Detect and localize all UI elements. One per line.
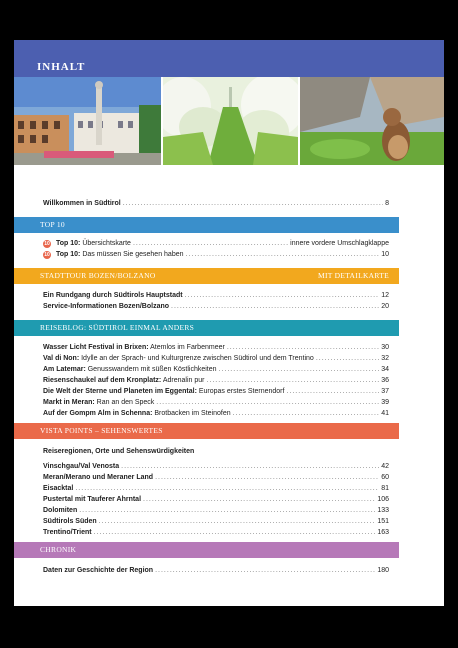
entry-page: 180 xyxy=(377,567,389,574)
entry-page: 106 xyxy=(377,496,389,503)
toc-entry[interactable] xyxy=(43,292,389,302)
toc-entry[interactable] xyxy=(43,474,389,484)
entry-page: 37 xyxy=(381,388,389,395)
section-label: CHRONIK xyxy=(40,545,77,554)
section-band-reiseblog xyxy=(14,320,399,336)
leader-dots xyxy=(286,388,379,395)
entry-page: 32 xyxy=(381,355,389,362)
entry-subtitle: Adrenalin pur xyxy=(161,377,205,384)
entry-title: Eisacktal xyxy=(43,485,74,492)
entry-title: Top 10: xyxy=(56,251,81,258)
entry-title: Meran/Merano und Meraner Land xyxy=(43,474,154,481)
entry-page: 163 xyxy=(377,529,389,536)
contents-page xyxy=(14,40,444,606)
entry-title: Daten zur Geschichte der Region xyxy=(43,567,154,574)
toc-entry[interactable] xyxy=(43,355,389,365)
entry-page: 20 xyxy=(381,303,389,310)
entry-title: Top 10: xyxy=(56,240,81,247)
toc-entry[interactable] xyxy=(43,377,389,387)
entry-title: Südtirols Süden xyxy=(43,518,97,525)
section-band-top10 xyxy=(14,217,399,233)
leader-dots xyxy=(206,377,379,384)
leader-dots xyxy=(316,355,379,362)
leader-dots xyxy=(121,463,379,470)
section-label: STADTTOUR BOZEN/BOLZANO xyxy=(40,271,156,280)
entry-title: Markt in Meran: xyxy=(43,399,95,406)
entry-page: 34 xyxy=(381,366,389,373)
header-bar xyxy=(14,40,444,77)
leader-dots xyxy=(186,251,380,258)
top10-badge-icon: 10 xyxy=(44,252,50,258)
section-label: REISEBLOG: SÜDTIROL EINMAL ANDERS xyxy=(40,323,195,332)
entry-title: Riesenschaukel auf dem Kronplatz: xyxy=(43,377,162,384)
section-label: VISTA POINTS – SEHENSWERTES xyxy=(40,426,163,435)
toc-entry[interactable] xyxy=(43,496,389,506)
leader-dots xyxy=(233,410,380,417)
entry-subtitle: Genusswandern mit süßen Köstlichkeiten xyxy=(85,366,217,373)
toc-entry[interactable] xyxy=(43,529,389,539)
section-band-chronik xyxy=(14,542,399,558)
entry-title: Pustertal mit Tauferer Ahrntal xyxy=(43,496,142,503)
leader-dots xyxy=(123,200,383,207)
entry-page: 151 xyxy=(377,518,389,525)
entry-page: 42 xyxy=(381,463,389,470)
toc-entry[interactable] xyxy=(43,485,389,495)
toc-entry[interactable] xyxy=(43,507,389,517)
leader-dots xyxy=(155,474,379,481)
leader-dots xyxy=(155,567,375,574)
toc-entry[interactable] xyxy=(43,567,389,577)
entry-page: 12 xyxy=(381,292,389,299)
marmot-photo xyxy=(300,77,444,165)
entry-title: Willkommen in Südtirol xyxy=(43,200,121,207)
entry-title: Ein Rundgang durch Südtirols Hauptstadt xyxy=(43,292,183,299)
leader-dots xyxy=(94,529,376,536)
section-subtitle: Reiseregionen, Orte und Sehenswürdigkeiten xyxy=(43,448,195,455)
section-band-stadttour xyxy=(14,268,399,284)
toc-entry-top10-highlights[interactable] xyxy=(56,251,389,261)
leader-dots xyxy=(227,344,379,351)
section-band-vista xyxy=(14,423,399,439)
entry-page: 36 xyxy=(381,377,389,384)
leader-dots xyxy=(156,399,379,406)
leader-dots xyxy=(185,292,380,299)
top10-badge-icon: 10 xyxy=(44,241,50,247)
toc-entry[interactable] xyxy=(43,518,389,528)
toc-entry[interactable] xyxy=(43,344,389,354)
entry-title: Auf der Gompm Alm in Schenna: xyxy=(43,410,153,417)
page-title: INHALT xyxy=(37,61,86,73)
entry-title: Die Welt der Sterne und Planeten im Eggental: xyxy=(43,388,197,395)
entry-subtitle: Europas erstes Sternendorf xyxy=(196,388,285,395)
leader-dots xyxy=(99,518,376,525)
entry-subtitle: Das müssen Sie gesehen haben xyxy=(80,251,184,258)
entry-title: Service-Informationen Bozen/Bolzano xyxy=(43,303,170,310)
entry-title: Wasser Licht Festival in Brixen: xyxy=(43,344,149,351)
entry-page: innere vordere Umschlagklappe xyxy=(290,240,389,247)
entry-page: 81 xyxy=(381,485,389,492)
leader-dots xyxy=(143,496,375,503)
toc-entry[interactable] xyxy=(43,463,389,473)
entry-title: Dolomiten xyxy=(43,507,78,514)
toc-entry[interactable] xyxy=(43,388,389,398)
town-square-photo xyxy=(14,77,161,165)
leader-dots xyxy=(75,485,379,492)
toc-entry[interactable] xyxy=(43,303,389,313)
entry-page: 8 xyxy=(385,200,389,207)
entry-title: Val di Non: xyxy=(43,355,80,362)
leader-dots xyxy=(133,240,288,247)
toc-entry[interactable] xyxy=(43,366,389,376)
entry-page: 39 xyxy=(381,399,389,406)
entry-subtitle: Idylle an der Sprach- und Kulturgrenze zwischen Südtirol und dem Trentino xyxy=(79,355,314,362)
toc-entry[interactable] xyxy=(43,399,389,409)
orchard-blossom-photo xyxy=(163,77,298,165)
section-label-right: MIT DETAILKARTE xyxy=(317,271,389,280)
entry-title: Am Latemar: xyxy=(43,366,86,373)
entry-page: 30 xyxy=(381,344,389,351)
entry-title: Trentino/Trient xyxy=(43,529,92,536)
toc-entry-top10-map[interactable] xyxy=(56,240,389,250)
entry-page: 133 xyxy=(377,507,389,514)
entry-title: Vinschgau/Val Venosta xyxy=(43,463,120,470)
toc-entry-intro[interactable] xyxy=(43,200,389,210)
entry-subtitle: Übersichtskarte xyxy=(80,240,131,247)
leader-dots xyxy=(219,366,380,373)
entry-subtitle: Atemlos im Farbenmeer xyxy=(148,344,225,351)
entry-page: 41 xyxy=(381,410,389,417)
entry-subtitle: Brotbacken im Steinofen xyxy=(152,410,231,417)
toc-entry[interactable] xyxy=(43,410,389,420)
entry-page: 10 xyxy=(381,251,389,258)
leader-dots xyxy=(171,303,379,310)
section-label: TOP 10 xyxy=(40,220,65,229)
leader-dots xyxy=(79,507,375,514)
entry-subtitle: Ran an den Speck xyxy=(94,399,155,406)
entry-page: 60 xyxy=(381,474,389,481)
